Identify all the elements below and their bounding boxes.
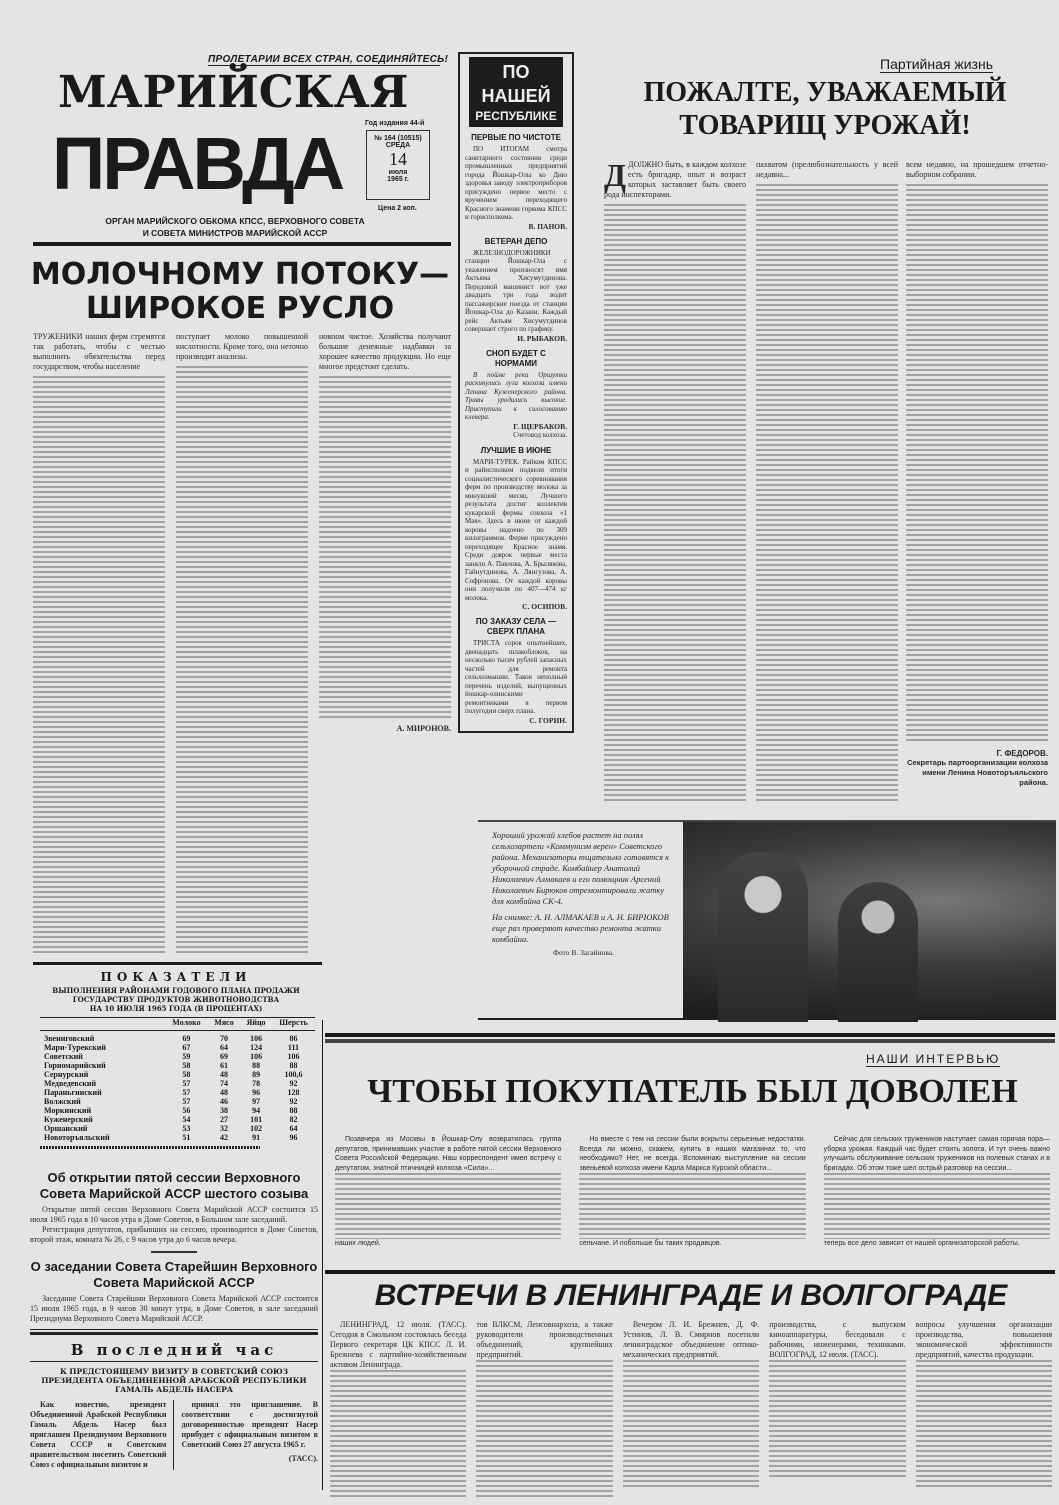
- party-headline: [600, 76, 1050, 142]
- meetings-col1: ЛЕНИНГРАД, 12 июля. (ТАСС). Сегодня в Смольном состоялась беседа Первого секретаря ЦК КПСС Л. И. Брежнева с партийно-хозяйственным активом Ленинграда.: [330, 1320, 467, 1369]
- lead-bottom-rule: [33, 962, 322, 965]
- column-header: Молоко: [165, 1018, 208, 1031]
- elders-text: Заседание Совета Старейшин Верховного Совета Марийской АССР состоится 15 июля 1965 года, в 9 часов 30 минут утра, в Доме Советов, в зале заседаний Президиума Верховного Совета Марийской АССР.: [30, 1294, 318, 1323]
- table-cell: 82: [289, 1115, 298, 1124]
- table-cell: 27: [219, 1115, 228, 1124]
- district-name: Куженерский: [44, 1115, 93, 1124]
- interview-title: ЧТОБЫ ПОКУПАТЕЛЬ БЫЛ ДОВОЛЕН: [367, 1073, 1018, 1110]
- lead-title-line1: МОЛОЧНОМУ ПОТОКУ—: [30, 257, 450, 292]
- interview-col2: Но вместе с тем на сессии были вскрыты серьезные недостатки. Всегда ли можно, скажем, купить в наших магазинах то, что необходимо? Нет, не всегда. Вспоминаю выступление на сессии звеньевой колхоза имени Карла Маркса Курской области...: [579, 1136, 806, 1172]
- table-cell: 124: [250, 1043, 263, 1052]
- meetings-col3: Вечером Л. И. Брежнев, Д. Ф. Устинов, Л. В. Смирнов посетили ленинградское объединение оптико-механических предприятий.: [622, 1320, 760, 1359]
- session-notice: [30, 1170, 318, 1470]
- table-cell: 67: [182, 1043, 191, 1052]
- republic-banner: [469, 57, 563, 127]
- table-cell: 94: [252, 1106, 261, 1115]
- table-cell: 78: [252, 1079, 261, 1088]
- item-title: ПЕРВЫЕ ПО ЧИСТОТЕ: [471, 133, 561, 142]
- year-label: Год издания 44-й: [365, 120, 425, 127]
- table-cell: 57: [182, 1079, 191, 1088]
- indicators-subtitle-2: ГОСУДАРСТВУ ПРОДУКТОВ ЖИВОТНОВОДСТВА: [72, 995, 280, 1004]
- indicators-subtitle-3: НА 10 ИЮЛЯ 1965 ГОДА (В ПРОЦЕНТАХ): [89, 1004, 263, 1013]
- text-block: [906, 184, 1048, 744]
- latest-title: К ПРЕДСТОЯЩЕМУ ВИЗИТУ В СОВЕТСКИЙ СОЮЗ ПРЕЗИДЕНТА ОБЪЕДИНЕННОЙ АРАБСКОЙ РЕСПУБЛИКИ ГАМАЛЬ АБДЕЛЬ НАСЕРА: [41, 1367, 307, 1394]
- left-column-rule: [322, 1020, 323, 1490]
- table-row: [40, 1052, 315, 1061]
- meetings-title: ВСТРЕЧИ В ЛЕНИНГРАДЕ И ВОЛГОГРАДЕ: [374, 1279, 1008, 1312]
- latest-source: (ТАСС).: [288, 1454, 318, 1463]
- text-block: [769, 1360, 905, 1480]
- table-cell: 106: [250, 1034, 263, 1043]
- district-name: Волжский: [44, 1097, 81, 1106]
- title-line2: ПРАВДА: [52, 122, 343, 205]
- title-line1: МАРИЙСКАЯ: [58, 67, 409, 118]
- text-block: [756, 184, 898, 804]
- double-rule: [30, 1329, 318, 1332]
- lead-title-line2: ШИРОКОЕ РУСЛО: [85, 291, 395, 326]
- table-cell: 57: [182, 1097, 191, 1106]
- table-cell: 92: [289, 1079, 298, 1088]
- table-cell: 111: [287, 1043, 300, 1052]
- district-name: Советский: [44, 1052, 83, 1061]
- year-date: 1965 г.: [387, 176, 409, 183]
- district-name: Медведевский: [44, 1079, 97, 1088]
- text-block: [824, 1173, 1050, 1239]
- text-block: [33, 376, 165, 956]
- meetings-top-rule: [325, 1270, 1055, 1274]
- district-name: Оршанский: [44, 1124, 88, 1133]
- table-row: [40, 1070, 315, 1079]
- item-title: СНОП БУДЕТ С НОРМАМИ: [486, 348, 546, 368]
- party-author-role: Секретарь партоорганизации колхоза имени Ленина Новоторъяльского района.: [907, 758, 1048, 787]
- party-title-line2: ТОВАРИЩ УРОЖАЙ!: [679, 110, 971, 141]
- table-cell: 54: [182, 1115, 191, 1124]
- issue-number: № 164 (10515): [374, 135, 422, 142]
- interview-article: [335, 1135, 1050, 1249]
- party-col1: ДДОЛЖНО быть, в каждом колхозе есть бригадир, опыт и возраст которых заставляет быть своего рода инспекторами.: [604, 157, 746, 199]
- table-row: [40, 1124, 315, 1133]
- item-author: И. РЫБАКОВ.: [517, 333, 567, 343]
- item-author: С. ОСИПОВ.: [522, 602, 567, 611]
- lead-article: [33, 332, 451, 960]
- table-cell: 69: [219, 1052, 228, 1061]
- district-name: Моркинский: [44, 1106, 92, 1115]
- table-cell: 48: [219, 1088, 228, 1097]
- table-cell: 51: [182, 1133, 191, 1142]
- table-cell: 96: [289, 1133, 298, 1142]
- text-block: [579, 1173, 805, 1239]
- day: 14: [389, 149, 407, 169]
- table-bottom-rule: [40, 1146, 260, 1149]
- interview-col3-end: теперь все дело зависит от нашей организаторской работы.: [823, 1240, 1020, 1247]
- latest-rubric: В последний час: [30, 1341, 318, 1362]
- table-cell: 59: [182, 1052, 191, 1061]
- date-box: [366, 130, 430, 200]
- table-cell: 74: [219, 1079, 228, 1088]
- text-block: [623, 1360, 759, 1490]
- column-header: Шерсть: [272, 1018, 315, 1031]
- table-cell: 38: [219, 1106, 228, 1115]
- table-row: [40, 1079, 315, 1088]
- table-cell: 128: [287, 1088, 300, 1097]
- party-author: Г. ФЕДОРОВ.: [996, 749, 1048, 758]
- text-block: [330, 1370, 466, 1500]
- item-author: Г. ЩЕРБАКОВ.: [513, 421, 567, 431]
- table-cell: 89: [252, 1070, 261, 1079]
- latest-col1: Как известно, президент Объединенной Арабской Республики Гамаль Абдель Насер был приглашен Президиумом Верховного Совета СССР и Советским правительством посетить Советский Союз с официальным визитом и: [30, 1400, 174, 1470]
- item-author: С. ГОРИН.: [529, 715, 567, 725]
- table-cell: 64: [289, 1124, 298, 1133]
- organ-line1: ОРГАН МАРИЙСКОГО ОБКОМА КПСС, ВЕРХОВНОГО СОВЕТА: [105, 216, 365, 226]
- table-cell: 69: [182, 1034, 191, 1043]
- session-title: Об открытии пятой сессии Верховного Совета Марийской АССР шестого созыва: [39, 1170, 309, 1201]
- photo-caption: Хороший урожай хлебов растет на полях сельхозартели «Коммунизм верен» Советского района. Механизаторы тщательно готовятся к уборочной страде. Комбайнер Анатолий Николаевич Алмакаев и его помощник Арсений Николаевич Бирюков отремонтировали жатку для комбайна СК-4.: [492, 830, 670, 906]
- party-col1-text: ДОЛЖНО быть, в каждом колхозе есть бригадир, опыт и возраст которых заставляет быть своего рода инспекторами.: [604, 160, 746, 199]
- table-cell: 92: [289, 1097, 298, 1106]
- banner-line1: ПО НАШЕЙ: [481, 62, 551, 106]
- republic-item: [465, 133, 567, 231]
- meetings-article: [330, 1320, 1052, 1500]
- district-name: Звениговский: [44, 1034, 95, 1043]
- interview-col1-end: наших людей.: [335, 1240, 381, 1247]
- table-row: [40, 1061, 315, 1070]
- meetings-col4: производства, с выпуском киноаппаратуры, беседовали с рабочими, инженерами, техниками. ВОЛГОГРАД, 12 июля. (ТАСС).: [769, 1320, 906, 1359]
- party-title-line1: ПОЖАЛТЕ, УВАЖАЕМЫЙ: [643, 77, 1007, 108]
- text-block: [604, 204, 746, 804]
- meetings-col5: вопросы улучшения организации производства, повышения экономической эффективности предприятий, качества продукции.: [915, 1320, 1053, 1359]
- latest-col2: принял это приглашение. В соответствии с достигнутой договоренностью президент Насер прибудет с официальным визитом в Советский Союз 27 августа 1965 г.: [181, 1400, 318, 1449]
- interview-top-rule: [325, 1033, 1055, 1037]
- table-row: [40, 1106, 315, 1115]
- lead-headline: [25, 258, 455, 326]
- table-row: [40, 1115, 315, 1124]
- item-title: ЛУЧШИЕ В ИЮНЕ: [480, 445, 552, 455]
- table-cell: 101: [250, 1115, 263, 1124]
- text-block: [176, 366, 308, 956]
- table-row: [40, 1088, 315, 1097]
- item-text: ТРИСТА сорок опытнейших, двенадцать шлакоблоков, на несколько тысяч рублей запасных частей для ремонта сельхозмашин. Таков неполный перечень изделий, выпущенных йошкар-олинскими ремонтниками в первом полугодии сверх плана.: [465, 639, 567, 715]
- party-article: [604, 157, 1052, 815]
- indicators-table: [40, 1017, 315, 1142]
- interview-col1: Позавчера из Москвы в Йошкар-Олу возвратилась группа депутатов, принимавших участие в работе пятой сессии Верховного Совета Российской Федерации. Наш корреспондент имел встречу с депутатом, знатной птичницей колхоза «Сила»...: [335, 1136, 562, 1172]
- republic-item: [465, 617, 567, 725]
- table-cell: 86: [289, 1034, 298, 1043]
- table-row: [40, 1097, 315, 1106]
- price: Цена 2 коп.: [378, 205, 417, 212]
- table-cell: 97: [252, 1097, 261, 1106]
- table-row: [40, 1043, 315, 1052]
- table-cell: 106: [250, 1052, 263, 1061]
- party-rubric: Партийная жизнь: [880, 56, 993, 72]
- table-cell: 96: [252, 1088, 261, 1097]
- photo-figure-2: [838, 882, 918, 1022]
- republic-item: [465, 446, 567, 612]
- item-author-role: Счетовод колхоза.: [513, 430, 567, 439]
- column-header: Мясо: [208, 1018, 240, 1031]
- item-text: В пойме реки Оршутки раскинулись луга колхоза имени Ленина Куженерского района. Травы уродились высокие. Приступили к силосованию клевера.: [465, 370, 567, 421]
- table-cell: 57: [182, 1088, 191, 1097]
- indicators-title: ПОКАЗАТЕЛИ: [100, 970, 252, 984]
- republic-item: [465, 237, 567, 343]
- text-block: [916, 1360, 1052, 1490]
- table-row: [40, 1031, 315, 1044]
- indicators: [30, 970, 322, 1149]
- session-text-2: Регистрация депутатов, прибывших на сессию, производится в Доме Советов, второй этаж, комната № 26, с 9 часов утра до 6 часов вечера.: [30, 1225, 318, 1244]
- republic-box: [458, 52, 574, 733]
- item-text: ЖЕЛЕЗНОДОРОЖНИКИ станции Йошкар-Ола с уважением произносят имя Актьяма Хисумутдинова. Передовой машинист вот уже двадцать три года водит пассажирские поезда от станции Йошкар-Ола до Казани. Каждый рейс Актьям Хисумутдинов совершает строго по графику.: [465, 248, 567, 333]
- banner-line2: РЕСПУБЛИКЕ: [475, 109, 557, 123]
- item-text: ПО ИТОГАМ смотра санитарного состояния среди промышленных предприятий города Йошкар-Олы ко Дню здоровья заводу электроприборов присуждено первое место с вручением переходящего Красного знамени горкома КПСС и горисполкома.: [465, 145, 567, 221]
- photo-caption-box: [478, 822, 683, 1018]
- table-cell: 70: [219, 1034, 228, 1043]
- text-block: [335, 1173, 561, 1239]
- motto: ПРОЛЕТАРИИ ВСЕХ СТРАН, СОЕДИНЯЙТЕСЬ!: [208, 54, 449, 65]
- lead-col3: новном чистое. Хозяйства получают большие денежные надбавки за хорошее качество продукции. Но еще многое предстоит сделать.: [319, 332, 451, 371]
- district-name: Параньгинский: [44, 1088, 102, 1097]
- table-cell: 53: [182, 1124, 191, 1133]
- column-header: Яйцо: [240, 1018, 272, 1031]
- table-cell: 61: [219, 1061, 228, 1070]
- table-row: [40, 1133, 315, 1142]
- item-text: МАРИ-ТУРЕК. Райком КПСС и райисполком подвели итоги социалистического соревнования ферм по производству молока за минувший месяц. Лучшего результата достиг коллектив кукарской фермы совхоза «1 Мая». Здесь в июне от каждой коровы надоено по 309 килограммов. Ферме присуждено переходящее Красное знамя. Среди доярок первые места заняли А. Павлова, А. Брылякова, Гайнутдинова, А. Лянгузова, А. Софронова. От каждой коровы они получили по 407—474 кг молока.: [465, 457, 567, 602]
- table-cell: 48: [219, 1070, 228, 1079]
- table-cell: 58: [182, 1070, 191, 1079]
- table-cell: 64: [219, 1043, 228, 1052]
- table-cell: 100,6: [284, 1070, 303, 1079]
- lead-col1: ТРУЖЕНИКИ наших ферм стремятся так работать, чтобы с честью выполнить обязательства перед государством, чтобы население: [33, 332, 165, 371]
- lead-col2: поступает молоко повышенной кислотности. Кроме того, она неточно производит анализы.: [176, 332, 308, 361]
- photo-caption-2: На снимке: А. Н. АЛМАКАЕВ и А. Н. БИРЮКОВ еще раз проверяют качество ремонта жатки комбайна.: [492, 912, 669, 944]
- interview-col3: Сейчас для сельских тружеников наступает самая горячая пора—уборка урожая. Каждый час будет стоить золота. И тут очень важно улучшить обслуживание сельских тружеников на полевых станах и в бригадах. Об этом тоже шел острый разговор на сессии...: [823, 1136, 1050, 1172]
- interview-col2-end: сельчане. И побольше бы таких продавцов.: [579, 1240, 722, 1247]
- district-name: Новоторъяльский: [44, 1133, 110, 1142]
- item-title: ПО ЗАКАЗУ СЕЛА — СВЕРХ ПЛАНА: [475, 617, 557, 636]
- photo-figure-1: [718, 852, 808, 1022]
- masthead: [0, 0, 455, 245]
- party-col3: всем недавно, на прошедшем отчетно-выборном собрании.: [906, 160, 1048, 179]
- lead-signature: А. МИРОНОВ.: [396, 724, 451, 733]
- table-cell: 42: [219, 1133, 228, 1142]
- district-name: Сернурский: [44, 1070, 89, 1079]
- table-cell: 91: [252, 1133, 261, 1142]
- photo-credit: Фото В. Загайнова.: [552, 948, 615, 957]
- republic-item: [465, 349, 567, 440]
- text-block: [319, 376, 451, 721]
- table-cell: 58: [182, 1061, 191, 1070]
- organ-line2: И СОВЕТА МИНИСТРОВ МАРИЙСКОЙ АССР: [142, 228, 328, 238]
- weekday: СРЕДА: [385, 142, 411, 149]
- table-cell: 88: [289, 1061, 298, 1070]
- table-cell: 106: [287, 1052, 300, 1061]
- table-cell: 88: [289, 1106, 298, 1115]
- table-cell: 32: [219, 1124, 228, 1133]
- session-text-1: Открытие пятой сессии Верховного Совета Марийской АССР состоится 15 июля 1965 года в 10 часов утра в Доме Советов, в Большом зале заседаний.: [30, 1205, 318, 1224]
- text-block: [476, 1360, 612, 1500]
- indicators-subtitle-1: ВЫПОЛНЕНИЯ РАЙОНАМИ ГОДОВОГО ПЛАНА ПРОДАЖИ: [52, 986, 300, 995]
- table-cell: 46: [219, 1097, 228, 1106]
- meetings-col2: тов ВЛКСМ, Ленсовнархоза, а также руководители производственных объединений, крупнейших предприятий.: [476, 1320, 613, 1359]
- table-cell: 102: [250, 1124, 263, 1133]
- masthead-rule: [33, 242, 451, 246]
- district-name: Горномарийский: [44, 1061, 106, 1070]
- item-author: В. ПАНОВ.: [528, 221, 567, 231]
- interview-rubric: НАШИ ИНТЕРВЬЮ: [866, 1052, 1001, 1066]
- column-header-district: [40, 1018, 165, 1031]
- table-cell: 56: [182, 1106, 191, 1115]
- elders-title: О заседании Совета Старейшин Верховного Совета Марийской АССР: [30, 1259, 318, 1290]
- party-col2: пахватом (прелюбознательность у всей недавна...: [756, 160, 898, 179]
- divider: [151, 1251, 197, 1253]
- district-name: Мари-Турекский: [44, 1043, 106, 1052]
- item-title: ВЕТЕРАН ДЕПО: [484, 236, 548, 246]
- table-cell: 88: [252, 1061, 261, 1070]
- month: июля: [388, 169, 408, 176]
